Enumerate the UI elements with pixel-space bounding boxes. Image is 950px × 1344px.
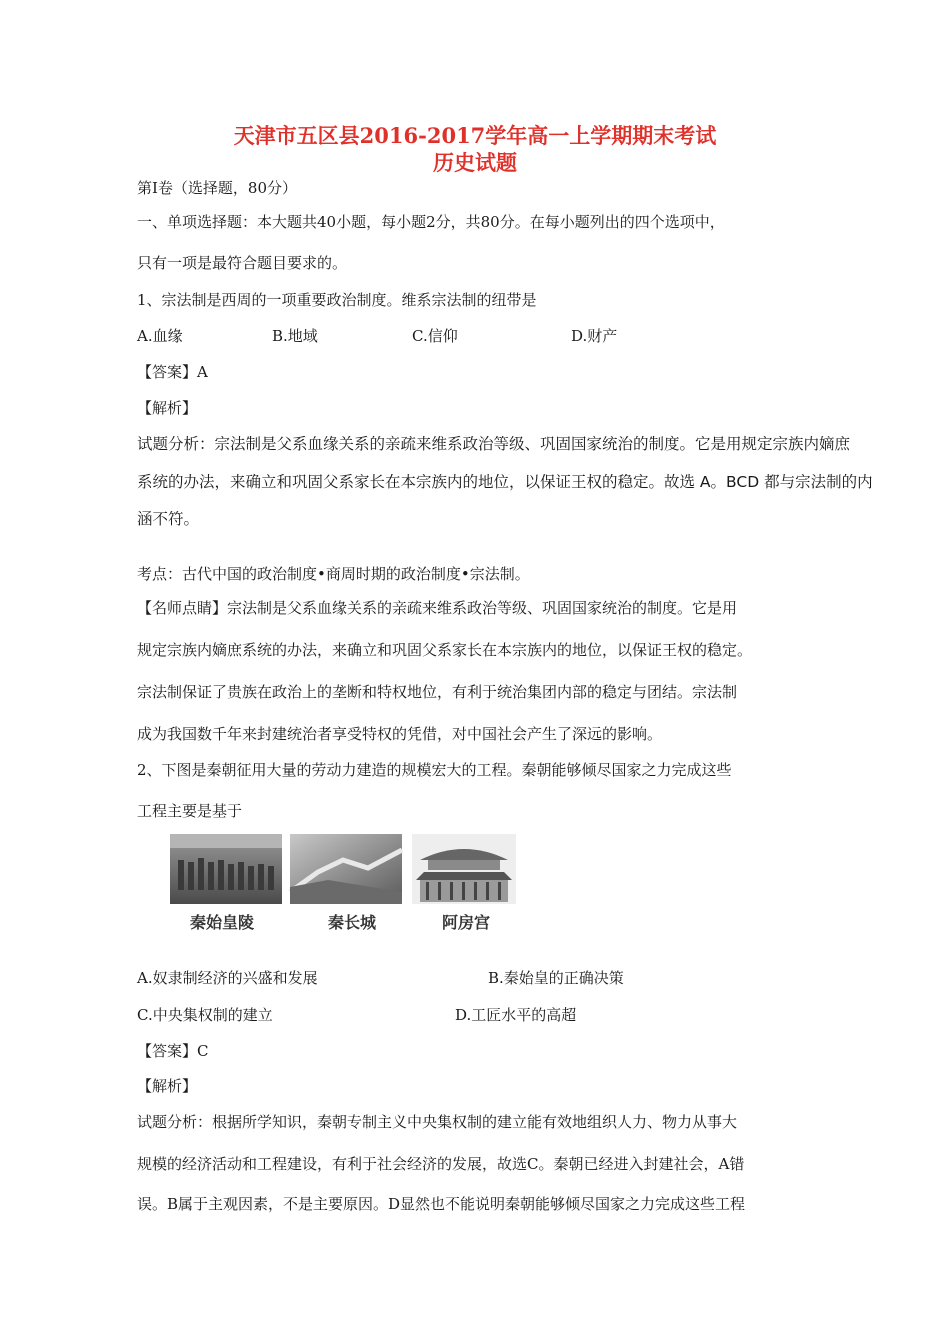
q1-tip-line: 规定宗族内嫡庶系统的办法，来确立和巩固父系家长在本宗族内的地位，以保证王权的稳定。	[137, 641, 753, 659]
q2-option-a: A.奴隶制经济的兴盛和发展	[137, 969, 318, 987]
epang-palace-image	[412, 834, 516, 904]
q2-analysis-line: 试题分析：根据所学知识，秦朝专制主义中央集权制的建立能有效地组织人力、物力从事大	[137, 1113, 738, 1131]
q1-option-b: B.地域	[272, 327, 318, 345]
q1-option-d: D.财产	[571, 327, 618, 345]
figure-caption: 阿房宫	[442, 913, 491, 932]
instruction-line-2: 只有一项是最符合题目要求的。	[137, 254, 348, 272]
q1-analysis-line: 系统的办法，来确立和巩固父系家长在本宗族内的地位，以保证王权的稳定。故选 A。BCD 都与宗法制的内	[137, 473, 873, 491]
q2-stem-line-1: 2、下图是秦朝征用大量的劳动力建造的规模宏大的工程。秦朝能够倾尽国家之力完成这些	[137, 761, 732, 779]
q2-analysis-label: 【解析】	[137, 1077, 198, 1095]
q1-analysis-line: 试题分析：宗法制是父系血缘关系的亲疏来维系政治等级、巩固国家统治的制度。它是用规定宗族内嫡庶	[137, 435, 851, 453]
q2-option-c: C.中央集权制的建立	[137, 1006, 273, 1024]
terracotta-warriors-image	[170, 834, 282, 904]
doc-title-line2: 历史试题	[433, 150, 517, 175]
section-heading: 第I卷（选择题，80分）	[137, 179, 298, 197]
doc-title-line1: 天津市五区县2016-2017学年高一上学期期末考试	[233, 123, 717, 148]
q1-analysis-label: 【解析】	[137, 399, 198, 417]
q1-tip-line: 【名师点睛】宗法制是父系血缘关系的亲疏来维系政治等级、巩固国家统治的制度。它是用	[137, 599, 738, 617]
q2-analysis-line: 规模的经济活动和工程建设，有利于社会经济的发展，故选C。秦朝已经进入封建社会，A错	[137, 1155, 745, 1173]
q1-kaodian: 考点：古代中国的政治制度•商周时期的政治制度•宗法制。	[137, 565, 530, 583]
figure-caption: 秦始皇陵	[190, 913, 255, 932]
q1-tip-line: 成为我国数千年来封建统治者享受特权的凭借，对中国社会产生了深远的影响。	[137, 725, 663, 743]
great-wall-image	[290, 834, 402, 904]
figure-caption: 秦长城	[328, 913, 377, 932]
q2-stem-line-2: 工程主要是基于	[137, 802, 243, 820]
q2-option-b: B.秦始皇的正确决策	[488, 969, 624, 987]
q2-answer: 【答案】C	[137, 1042, 209, 1060]
q1-analysis-line: 涵不符。	[137, 510, 200, 528]
q2-analysis-line: 误。B属于主观因素，不是主要原因。D显然也不能说明秦朝能够倾尽国家之力完成这些工程	[137, 1195, 746, 1213]
q1-option-c: C.信仰	[412, 327, 458, 345]
instruction-line-1: 一、单项选择题：本大题共40小题，每小题2分，共80分。在每小题列出的四个选项中，	[137, 213, 725, 231]
q1-stem: 1、宗法制是西周的一项重要政治制度。维系宗法制的纽带是	[137, 291, 537, 309]
q1-answer: 【答案】A	[137, 363, 208, 381]
q1-tip-line: 宗法制保证了贵族在政治上的垄断和特权地位，有利于统治集团内部的稳定与团结。宗法制	[137, 683, 738, 701]
q2-option-d: D.工匠水平的高超	[455, 1006, 577, 1024]
q2-figure	[168, 832, 520, 938]
q1-option-a: A.血缘	[137, 327, 183, 345]
